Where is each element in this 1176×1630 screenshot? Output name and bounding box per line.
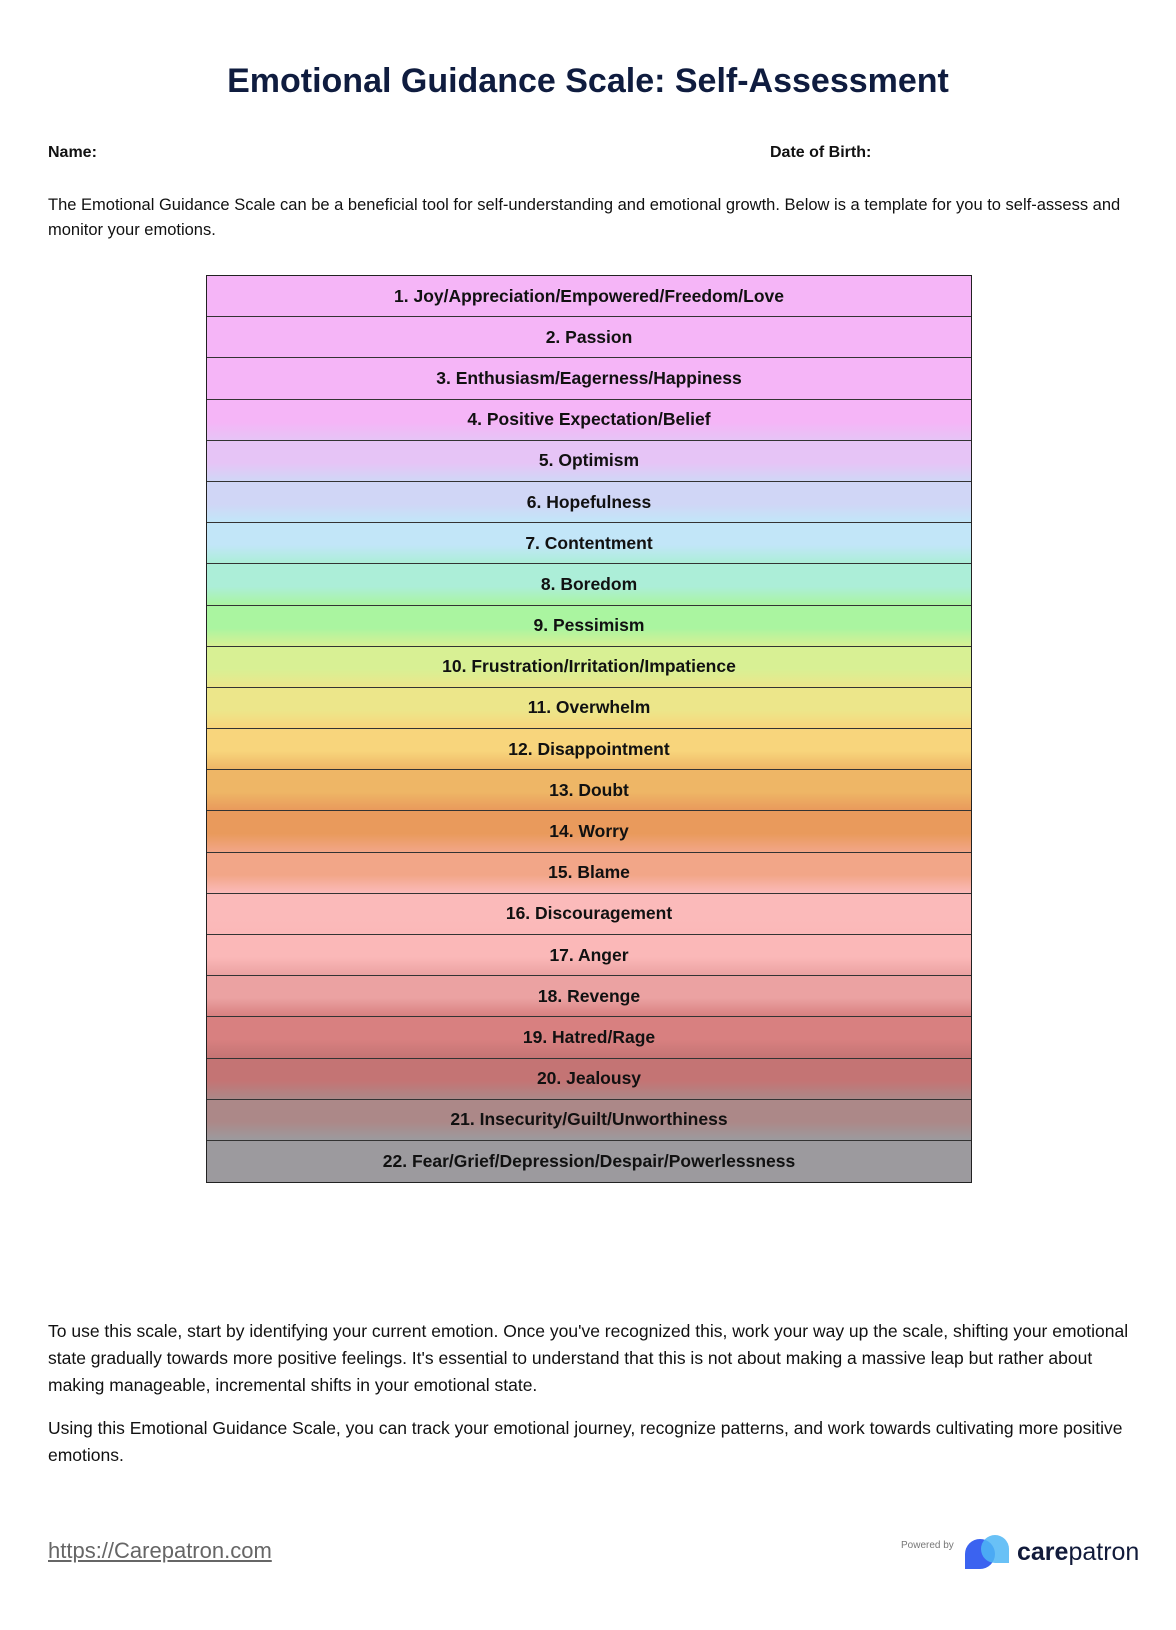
summary-paragraph: Using this Emotional Guidance Scale, you can track your emotional journey, recognize patterns, and work towards cultivating more positive emotions. [48,1418,1123,1465]
emotional-scale-table [206,275,972,1183]
scale-row: 15. Blame [207,853,971,894]
scale-row: 13. Doubt [207,770,971,811]
scale-row: 12. Disappointment [207,729,971,770]
carepatron-logo [965,1535,1139,1569]
scale-row: 6. Hopefulness [207,482,971,523]
page-title: Emotional Guidance Scale: Self-Assessment [227,62,949,100]
dob-label: Date of Birth: [770,144,872,161]
scale-row: 16. Discouragement [207,894,971,935]
instructions-paragraph: To use this scale, start by identifying your current emotion. Once you've recognized this, work your way up the scale, shifting your emotional state gradually towards more positive feelings. It's essential to understand that this is not about making a massive leap but rather about making manageable, incremental shifts in your emotional state. [48,1321,1129,1395]
carepatron-logo-icon [965,1535,1013,1569]
scale-row: 7. Contentment [207,523,971,564]
scale-row: 19. Hatred/Rage [207,1017,971,1058]
scale-row: 8. Boredom [207,564,971,605]
scale-row: 22. Fear/Grief/Depression/Despair/Powerlessness [207,1141,971,1182]
brand-bold: care [1017,1537,1069,1566]
scale-row: 3. Enthusiasm/Eagerness/Happiness [207,358,971,399]
scale-row: 10. Frustration/Irritation/Impatience [207,647,971,688]
brand-rest: patron [1068,1537,1140,1566]
scale-row: 18. Revenge [207,976,971,1017]
scale-row: 1. Joy/Appreciation/Empowered/Freedom/Love [207,276,971,317]
scale-row: 17. Anger [207,935,971,976]
scale-row: 21. Insecurity/Guilt/Unworthiness [207,1100,971,1141]
scale-row: 4. Positive Expectation/Belief [207,400,971,441]
scale-row: 20. Jealousy [207,1059,971,1100]
scale-row: 11. Overwhelm [207,688,971,729]
scale-row: 14. Worry [207,811,971,852]
powered-by-label: Powered by [901,1540,954,1551]
scale-row: 2. Passion [207,317,971,358]
scale-row: 5. Optimism [207,441,971,482]
scale-row: 9. Pessimism [207,606,971,647]
name-label: Name: [48,144,97,161]
intro-text: The Emotional Guidance Scale can be a beneficial tool for self-understanding and emotional growth. Below is a template for you to self-assess and monitor your emotions. [48,196,1121,239]
carepatron-link[interactable]: https://Carepatron.com [48,1538,272,1563]
